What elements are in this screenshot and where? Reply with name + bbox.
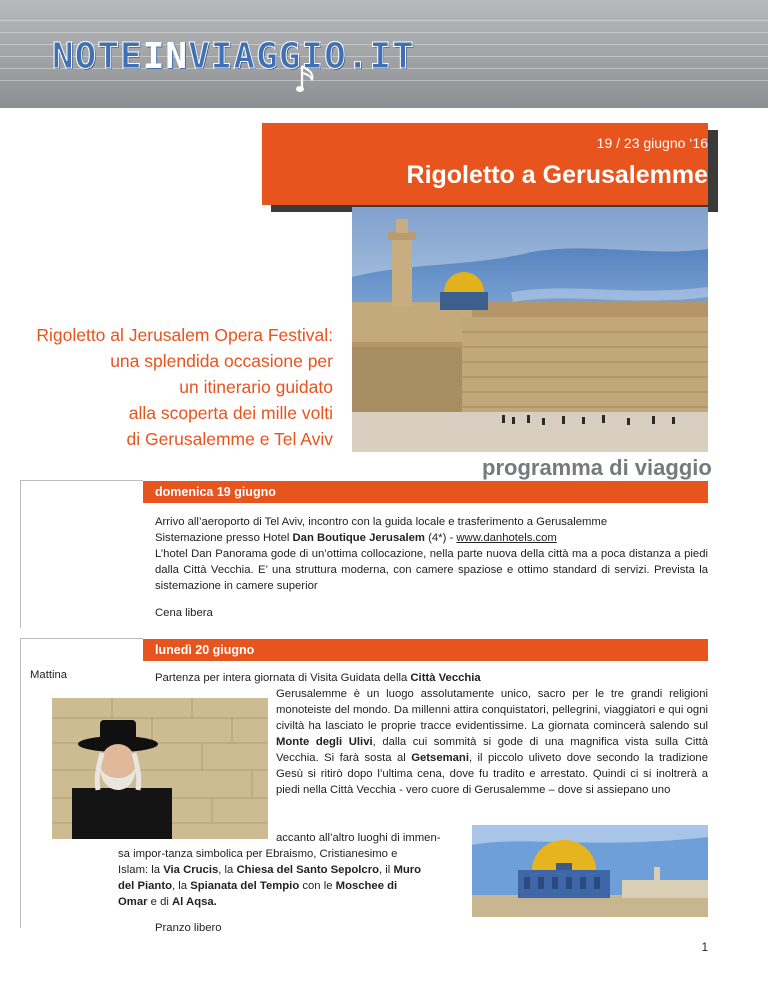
text-bold: Omar: [118, 896, 148, 908]
page-number: 1: [701, 942, 708, 954]
day2-text-line: [118, 878, 397, 894]
hotel-prefix: Sistemazione presso Hotel: [155, 532, 293, 544]
day2-text-line: [118, 862, 421, 878]
music-staff-line: [0, 32, 768, 33]
divider-horizontal: [20, 480, 143, 481]
trip-dates: 19 / 23 giugno ‘16: [596, 135, 708, 151]
text-run: , dalla cui sommità si gode di una magnifica vista sulla Città Vecchia. Si farà sosta al: [276, 736, 708, 764]
day-title: lunedì 20 giugno: [155, 643, 255, 657]
hero-title-box: [262, 123, 708, 205]
day1-hotel-description: L’hotel Dan Panorama gode di un’ottima collocazione, nella parte nuova della città ma a poca distanza a piedi dalla Città Vecchia. E’ una struttura moderna, con camere spaziose e ottimo standard di servizi. Prevista la sistemazione in camere superior: [155, 548, 708, 592]
jerusalem-photo: [352, 207, 708, 452]
day-title: domenica 19 giugno: [155, 485, 276, 499]
hotel-link[interactable]: www.danhotels.com: [456, 532, 557, 544]
logo-text-dot: .: [346, 36, 370, 77]
day-header-1: [143, 481, 708, 503]
text-bold: Città Vecchia: [410, 672, 481, 684]
text-bold: Monte degli Ulivi: [276, 736, 373, 748]
hotel-stars: (4*) -: [424, 532, 457, 544]
program-heading: programma di viaggio: [482, 455, 712, 480]
hotel-name: Dan Boutique Jerusalem: [292, 532, 425, 544]
intro-line: alla scoperta dei mille volti: [128, 403, 333, 423]
text-run: con le: [299, 880, 336, 892]
music-staff-line: [0, 80, 768, 81]
text-run: Islam: la: [118, 864, 164, 876]
divider-vertical: [20, 638, 21, 928]
day1-arrival-text: Arrivo all’aeroporto di Tel Aviv, incontro con la guida locale e trasferimento a Gerusalemme: [155, 516, 608, 528]
wailing-wall-photo: [52, 698, 268, 839]
text-bold: Al Aqsa.: [172, 896, 217, 908]
text-bold: Chiesa del Santo Sepolcro: [236, 864, 379, 876]
logo-text-note: NOTE: [52, 36, 143, 77]
site-logo[interactable]: [52, 36, 415, 77]
day2-intro: [155, 670, 481, 686]
text-bold: Getsemani: [411, 752, 469, 764]
intro-line: Rigoletto al Jerusalem Opera Festival:: [36, 325, 333, 345]
text-bold: Spianata del Tempio: [190, 880, 300, 892]
logo-text-viaggio: VIAGGIO: [188, 36, 347, 77]
text-bold: Moschee di: [335, 880, 398, 892]
text-run: , la: [218, 864, 237, 876]
divider-vertical: [20, 480, 21, 628]
day1-dinner: Cena libera: [155, 607, 213, 619]
intro-line: una splendida occasione per: [110, 351, 333, 371]
text-run: e di: [147, 896, 173, 908]
day2-text-line: [118, 894, 217, 910]
text-bold: Muro: [393, 864, 422, 876]
logo-text-tld: IT: [369, 36, 415, 77]
day2-lunch: Pranzo libero: [155, 922, 222, 934]
intro-text: [20, 322, 333, 452]
day2-description: [276, 686, 708, 798]
text-run: Partenza per intera giornata di Visita Guidata della: [155, 672, 411, 684]
trip-title: Rigoletto a Gerusalemme: [406, 161, 708, 189]
intro-line: un itinerario guidato: [179, 377, 333, 397]
day-header-2: [143, 639, 708, 661]
text-run: , il: [379, 864, 394, 876]
text-bold: Via Crucis: [163, 864, 219, 876]
logo-text-in: IN: [142, 36, 189, 77]
divider-horizontal: [20, 638, 143, 639]
dome-of-the-rock-photo: [472, 825, 708, 917]
day2-text-line: sa impor-tanza simbolica per Ebraismo, Cristianesimo e: [118, 848, 398, 860]
text-run: , la: [171, 880, 191, 892]
day2-text-line: accanto all’altro luoghi di immen-: [276, 832, 441, 844]
intro-line: di Gerusalemme e Tel Aviv: [126, 429, 333, 449]
text-run: , il piccolo uliveto dove secondo la tradizione Gesù si ritirò dopo l’ultima cena, dove fu tradito e arrestato. Quindi ci si inoltrerà a piedi nella Città Vecchia - vero cuore di Gerusalemme – dove si assiepano uno: [276, 752, 708, 796]
text-run: Gerusalemme è un luogo assolutamente unico, sacro per le tre grandi religioni monoteiste del mondo. Da millenni attira conquistatori, pellegrini, viaggiatori e qui ogni civiltà ha lasciato le proprie tracce evidentissime. La giornata comincerà salendo sul: [276, 688, 708, 732]
day1-hotel-text: [155, 530, 557, 546]
music-note-icon: [296, 64, 318, 96]
text-bold: del Pianto: [118, 880, 172, 892]
time-label-morning: Mattina: [30, 669, 68, 681]
music-staff-line: [0, 20, 768, 21]
